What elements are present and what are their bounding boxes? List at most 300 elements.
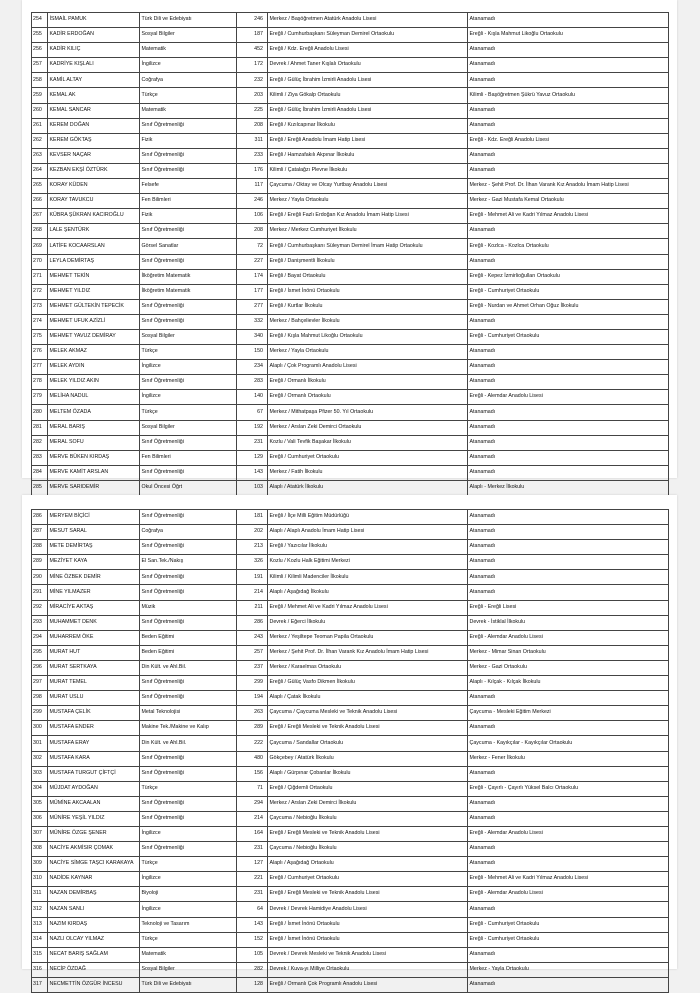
table-row <box>32 13 669 28</box>
branch-cell: Sınıf Öğretmenliği <box>140 615 237 630</box>
row-number-cell: 281 <box>32 420 48 435</box>
table-row <box>32 465 669 480</box>
assigned-school-cell: Ereğli - Cumhuriyet Ortaokulu <box>468 329 669 344</box>
table-row <box>32 28 669 43</box>
table-row <box>32 585 669 600</box>
current-school-cell: Ereğli / Cumhuriyet Ortaokulu <box>268 450 468 465</box>
table-row <box>32 887 669 902</box>
assignment-table-1 <box>31 12 669 496</box>
table-row <box>32 284 669 299</box>
assigned-school-cell: Merkez - Yayla Ortaokulu <box>468 962 669 977</box>
assigned-school-cell: Atanamadı <box>468 766 669 781</box>
row-number-cell: 270 <box>32 254 48 269</box>
teacher-name-cell: KEZBAN EKŞİ ÖZTÜRK <box>48 163 140 178</box>
table-row <box>32 751 669 766</box>
row-number-cell: 300 <box>32 721 48 736</box>
branch-cell: Görsel Sanatlar <box>140 239 237 254</box>
teacher-name-cell: MERVE KAMİT ARSLAN <box>48 465 140 480</box>
assigned-school-cell: Atanamadı <box>468 842 669 857</box>
row-number-cell: 291 <box>32 585 48 600</box>
current-school-cell: Ereğli / Danişmentli İlkokulu <box>268 254 468 269</box>
score-cell: 232 <box>237 73 268 88</box>
table-row <box>32 736 669 751</box>
teacher-name-cell: MİRACİYE AKTAŞ <box>48 600 140 615</box>
assigned-school-cell: Atanamadı <box>468 405 669 420</box>
teacher-name-cell: MÜNİRE ÖZGE ŞENER <box>48 826 140 841</box>
score-cell: 231 <box>237 435 268 450</box>
row-number-cell: 254 <box>32 13 48 28</box>
assigned-school-cell: Atanamadı <box>468 360 669 375</box>
row-number-cell: 268 <box>32 224 48 239</box>
branch-cell: Sosyal Bilgiler <box>140 962 237 977</box>
current-school-cell: Ereğli / Kışla Mahmut Likoğlu Ortaokulu <box>268 329 468 344</box>
score-cell: 176 <box>237 163 268 178</box>
current-school-cell: Ereğli / Gülüç İbrahim İzmirli Anadolu Lisesi <box>268 73 468 88</box>
branch-cell: İngilizce <box>140 902 237 917</box>
branch-cell: Sınıf Öğretmenliği <box>140 766 237 781</box>
teacher-name-cell: MERAL BARIŞ <box>48 420 140 435</box>
score-cell: 143 <box>237 917 268 932</box>
table-row <box>32 645 669 660</box>
branch-cell: Fizik <box>140 133 237 148</box>
branch-cell: Sınıf Öğretmenliği <box>140 585 237 600</box>
row-number-cell: 280 <box>32 405 48 420</box>
score-cell: 128 <box>237 977 268 992</box>
row-number-cell: 308 <box>32 842 48 857</box>
current-school-cell: Alaplı / Aşağıdağ Ortaokulu <box>268 857 468 872</box>
branch-cell: Sınıf Öğretmenliği <box>140 796 237 811</box>
assigned-school-cell: Ereğli - Kepez İzmirlioğulları Ortaokulu <box>468 269 669 284</box>
current-school-cell: Ereğli / Ormanlı Çok Programlı Anadolu Lisesi <box>268 977 468 992</box>
score-cell: 191 <box>237 570 268 585</box>
current-school-cell: Kilimli / Çatalağzı Plevne İlkokulu <box>268 163 468 178</box>
row-number-cell: 304 <box>32 781 48 796</box>
row-number-cell: 276 <box>32 345 48 360</box>
current-school-cell: Devrek / Eğerci İlkokulu <box>268 615 468 630</box>
score-cell: 221 <box>237 872 268 887</box>
table-row <box>32 345 669 360</box>
assigned-school-cell: Atanamadı <box>468 977 669 992</box>
teacher-name-cell: MUSTAFA KARA <box>48 751 140 766</box>
current-school-cell: Merkez / Başöğretmen Atatürk Anadolu Lisesi <box>268 13 468 28</box>
row-number-cell: 283 <box>32 450 48 465</box>
assigned-school-cell: Atanamadı <box>468 148 669 163</box>
score-cell: 311 <box>237 133 268 148</box>
score-cell: 233 <box>237 148 268 163</box>
branch-cell: İngilizce <box>140 826 237 841</box>
assigned-school-cell: Ereğli - Çayırlı - Çayırlı Yüksel Balcı Ortaokulu <box>468 781 669 796</box>
row-number-cell: 271 <box>32 269 48 284</box>
current-school-cell: Merkez / Şehit Prof. Dr. İlhan Varank Kız Anadolu İmam Hatip Lisesi <box>268 645 468 660</box>
table-row <box>32 902 669 917</box>
assigned-school-cell: Çaycuma - Mesleki Eğitim Merkezi <box>468 706 669 721</box>
table-row <box>32 239 669 254</box>
teacher-name-cell: NAZIM KIRDAŞ <box>48 917 140 932</box>
assigned-school-cell: Merkez - Gazi Mustafa Kemal Ortaokulu <box>468 194 669 209</box>
teacher-name-cell: MURAT HUT <box>48 645 140 660</box>
score-cell: 340 <box>237 329 268 344</box>
teacher-name-cell: NACİYE AKMİSIR ÇOMAK <box>48 842 140 857</box>
score-cell: 140 <box>237 390 268 405</box>
score-cell: 208 <box>237 118 268 133</box>
current-school-cell: Merkez / Mithatpaşa Pfizer 50. Yıl Ortaokulu <box>268 405 468 420</box>
assigned-school-cell: Atanamadı <box>468 585 669 600</box>
current-school-cell: Ereğli / Kurtlar İlkokulu <box>268 299 468 314</box>
score-cell: 283 <box>237 375 268 390</box>
current-school-cell: Merkez / Bahçelievler İlkokulu <box>268 314 468 329</box>
table-row <box>32 525 669 540</box>
table-row <box>32 88 669 103</box>
teacher-name-cell: NECİP ÖZDAĞ <box>48 962 140 977</box>
current-school-cell: Alaplı / Atatürk İlkokulu <box>268 480 468 495</box>
current-school-cell: Merkez / Yayla Ortaokulu <box>268 345 468 360</box>
score-cell: 246 <box>237 194 268 209</box>
table-row <box>32 857 669 872</box>
assigned-school-cell: Alaplı - Kılçak - Kılçak İlkokulu <box>468 676 669 691</box>
row-number-cell: 262 <box>32 133 48 148</box>
score-cell: 202 <box>237 525 268 540</box>
teacher-name-cell: MESUT SARAL <box>48 525 140 540</box>
row-number-cell: 284 <box>32 465 48 480</box>
teacher-name-cell: NECMETTİN ÖZGÜR İNCESU <box>48 977 140 992</box>
assigned-school-cell: Devrek - İstiklal İlkokulu <box>468 615 669 630</box>
table-row <box>32 932 669 947</box>
teacher-name-cell: KÜBRA ŞÜKRAN KACIROĞLU <box>48 209 140 224</box>
score-cell: 192 <box>237 420 268 435</box>
teacher-name-cell: MUHAMMET DENK <box>48 615 140 630</box>
current-school-cell: Kilimli / Ziya Gökalp Ortaokulu <box>268 88 468 103</box>
row-number-cell: 278 <box>32 375 48 390</box>
assigned-school-cell: Atanamadı <box>468 58 669 73</box>
assigned-school-cell: Atanamadı <box>468 345 669 360</box>
table-row <box>32 299 669 314</box>
table-row <box>32 329 669 344</box>
branch-cell: Fizik <box>140 209 237 224</box>
assigned-school-cell: Atanamadı <box>468 420 669 435</box>
assigned-school-cell: Atanamadı <box>468 902 669 917</box>
teacher-name-cell: KADİR ERDOĞAN <box>48 28 140 43</box>
current-school-cell: Alaplı / Çok Programlı Anadolu Lisesi <box>268 360 468 375</box>
table-row <box>32 375 669 390</box>
current-school-cell: Ereğli / Gülüç İbrahim İzmirli Anadolu Lisesi <box>268 103 468 118</box>
row-number-cell: 288 <box>32 540 48 555</box>
current-school-cell: Ereğli / Hamzafakılı Akpınar İlkokulu <box>268 148 468 163</box>
current-school-cell: Ereğli / Gülüç Vasfo Dikmen İlkokulu <box>268 676 468 691</box>
assigned-school-cell: Ereğli - Alemdar Anadolu Lisesi <box>468 887 669 902</box>
teacher-name-cell: MELEK AKMAZ <box>48 345 140 360</box>
assigned-school-cell: Atanamadı <box>468 947 669 962</box>
table-row <box>32 73 669 88</box>
teacher-name-cell: NAZAN SANLI <box>48 902 140 917</box>
teacher-name-cell: MEHMET YAVUZ DEMİRAY <box>48 329 140 344</box>
branch-cell: Sosyal Bilgiler <box>140 28 237 43</box>
current-school-cell: Ereğli / Çiğdemli Ortaokulu <box>268 781 468 796</box>
score-cell: 103 <box>237 480 268 495</box>
row-number-cell: 299 <box>32 706 48 721</box>
assigned-school-cell: Atanamadı <box>468 555 669 570</box>
table-row <box>32 510 669 525</box>
row-number-cell: 311 <box>32 887 48 902</box>
table-row <box>32 148 669 163</box>
current-school-cell: Ereğli / Yazıcılar İlkokulu <box>268 540 468 555</box>
assigned-school-cell: Ereğli - Alemdar Anadolu Lisesi <box>468 630 669 645</box>
score-cell: 231 <box>237 842 268 857</box>
current-school-cell: Ereğli / Mehmet Ali ve Kadri Yılmaz Anadolu Lisesi <box>268 600 468 615</box>
score-cell: 231 <box>237 887 268 902</box>
score-cell: 177 <box>237 284 268 299</box>
row-number-cell: 269 <box>32 239 48 254</box>
current-school-cell: Merkez / Fatih İlkokulu <box>268 465 468 480</box>
row-number-cell: 266 <box>32 194 48 209</box>
teacher-name-cell: KEMAL AK <box>48 88 140 103</box>
table-row <box>32 314 669 329</box>
table-row <box>32 811 669 826</box>
row-number-cell: 303 <box>32 766 48 781</box>
score-cell: 203 <box>237 88 268 103</box>
teacher-name-cell: MUSTAFA ENDER <box>48 721 140 736</box>
branch-cell: Din Kült. ve Ahl.Bil. <box>140 736 237 751</box>
table-row <box>32 43 669 58</box>
score-cell: 243 <box>237 630 268 645</box>
branch-cell: Türkçe <box>140 857 237 872</box>
table-row <box>32 917 669 932</box>
current-school-cell: Ereğli / Ormanlı Ortaokulu <box>268 390 468 405</box>
branch-cell: Sosyal Bilgiler <box>140 329 237 344</box>
score-cell: 164 <box>237 826 268 841</box>
assigned-school-cell: Atanamadı <box>468 691 669 706</box>
score-cell: 156 <box>237 766 268 781</box>
assigned-school-cell: Atanamadı <box>468 103 669 118</box>
row-number-cell: 298 <box>32 691 48 706</box>
branch-cell: Türk Dili ve Edebiyatı <box>140 977 237 992</box>
branch-cell: Sınıf Öğretmenliği <box>140 299 237 314</box>
current-school-cell: Ereğli / Ereğli Fazlı Erdoğan Kız Anadolu İmam Hatip Lisesi <box>268 209 468 224</box>
table-row <box>32 842 669 857</box>
row-number-cell: 301 <box>32 736 48 751</box>
row-number-cell: 295 <box>32 645 48 660</box>
score-cell: 294 <box>237 796 268 811</box>
branch-cell: Sınıf Öğretmenliği <box>140 148 237 163</box>
teacher-name-cell: MELEK YILDIZ AKIN <box>48 375 140 390</box>
teacher-name-cell: MUHARREM ÖKE <box>48 630 140 645</box>
current-school-cell: Merkez / Karaelmas Ortaokulu <box>268 660 468 675</box>
assigned-school-cell: Ereğli - Ereğli Lisesi <box>468 600 669 615</box>
score-cell: 214 <box>237 585 268 600</box>
current-school-cell: Devrek / Devrek Hamidiye Anadolu Lisesi <box>268 902 468 917</box>
current-school-cell: Devrek / Kuva-yı Milliye Ortaokulu <box>268 962 468 977</box>
row-number-cell: 272 <box>32 284 48 299</box>
current-school-cell: Ereğli / İsmet İnönü Ortaokulu <box>268 917 468 932</box>
current-school-cell: Ereğli / Kdz. Ereğli Anadolu Lisesi <box>268 43 468 58</box>
table-row <box>32 691 669 706</box>
table-row <box>32 660 669 675</box>
table-row <box>32 118 669 133</box>
current-school-cell: Merkez / Arslan Zeki Demirci İlkokulu <box>268 796 468 811</box>
row-number-cell: 286 <box>32 510 48 525</box>
score-cell: 299 <box>237 676 268 691</box>
score-cell: 282 <box>237 962 268 977</box>
score-cell: 127 <box>237 857 268 872</box>
score-cell: 263 <box>237 706 268 721</box>
assigned-school-cell: Atanamadı <box>468 796 669 811</box>
current-school-cell: Alaplı / Aşağıdağ İlkokulu <box>268 585 468 600</box>
score-cell: 222 <box>237 736 268 751</box>
current-school-cell: Çaycuma / Oktay ve Olcay Yurtbay Anadolu Lisesi <box>268 179 468 194</box>
branch-cell: Türkçe <box>140 345 237 360</box>
table-row <box>32 58 669 73</box>
assigned-school-cell: Atanamadı <box>468 465 669 480</box>
row-number-cell: 315 <box>32 947 48 962</box>
score-cell: 452 <box>237 43 268 58</box>
score-cell: 480 <box>237 751 268 766</box>
score-cell: 194 <box>237 691 268 706</box>
teacher-name-cell: NAZLI OLCAY YILMAZ <box>48 932 140 947</box>
table-row <box>32 179 669 194</box>
score-cell: 187 <box>237 28 268 43</box>
row-number-cell: 313 <box>32 917 48 932</box>
assigned-school-cell: Ereğli - Alemdar Anadolu Lisesi <box>468 390 669 405</box>
branch-cell: Sınıf Öğretmenliği <box>140 314 237 329</box>
assignment-table-2 <box>31 509 669 993</box>
row-number-cell: 289 <box>32 555 48 570</box>
assigned-school-cell: Ereğli - Kozlca - Kozlca Ortaokulu <box>468 239 669 254</box>
table-row <box>32 947 669 962</box>
score-cell: 129 <box>237 450 268 465</box>
branch-cell: Sınıf Öğretmenliği <box>140 224 237 239</box>
table-row <box>32 615 669 630</box>
row-number-cell: 287 <box>32 525 48 540</box>
branch-cell: Biyoloji <box>140 887 237 902</box>
table-row <box>32 360 669 375</box>
branch-cell: Fen Bilimleri <box>140 194 237 209</box>
teacher-name-cell: NADİDE KAYNAR <box>48 872 140 887</box>
assigned-school-cell: Atanamadı <box>468 43 669 58</box>
branch-cell: Türkçe <box>140 88 237 103</box>
teacher-name-cell: KEMAL SANCAR <box>48 103 140 118</box>
table-row <box>32 254 669 269</box>
table-row <box>32 570 669 585</box>
branch-cell: Sınıf Öğretmenliği <box>140 118 237 133</box>
table-row <box>32 706 669 721</box>
score-cell: 105 <box>237 947 268 962</box>
teacher-name-cell: MÜJDAT AYDOĞAN <box>48 781 140 796</box>
teacher-name-cell: MÜMİNE AKCAALAN <box>48 796 140 811</box>
assigned-school-cell: Atanamadı <box>468 254 669 269</box>
assigned-school-cell: Ereğli - Kdz. Ereğli Anadolu Lisesi <box>468 133 669 148</box>
table-row <box>32 194 669 209</box>
table-row <box>32 826 669 841</box>
branch-cell: Sınıf Öğretmenliği <box>140 254 237 269</box>
teacher-name-cell: MİNE ÖZBEK DEMİR <box>48 570 140 585</box>
teacher-name-cell: MEZİYET KAYA <box>48 555 140 570</box>
table-row <box>32 209 669 224</box>
teacher-name-cell: MUSTAFA TURGUT ÇİFTÇİ <box>48 766 140 781</box>
row-number-cell: 279 <box>32 390 48 405</box>
row-number-cell: 290 <box>32 570 48 585</box>
row-number-cell: 258 <box>32 73 48 88</box>
teacher-name-cell: MELİHA NADUL <box>48 390 140 405</box>
current-school-cell: Ereğli / Cumhurbaşkanı Süleyman Demirel Ortaokulu <box>268 28 468 43</box>
current-school-cell: Kozlu / Kozlu Halk Eğitimi Merkezi <box>268 555 468 570</box>
current-school-cell: Merkez / Yeşiltepe Teoman Papila Ortaokulu <box>268 630 468 645</box>
current-school-cell: Ereğli / İsmet İnönü Ortaokulu <box>268 932 468 947</box>
score-cell: 237 <box>237 660 268 675</box>
branch-cell: Türk Dili ve Edebiyatı <box>140 13 237 28</box>
table-row <box>32 600 669 615</box>
teacher-name-cell: METE DEMİRTAŞ <box>48 540 140 555</box>
table-row <box>32 630 669 645</box>
branch-cell: Sınıf Öğretmenliği <box>140 435 237 450</box>
table-row <box>32 977 669 992</box>
assigned-school-cell: Ereğli - Nurdan ve Ahmet Orhan Oğuz İlkokulu <box>468 299 669 314</box>
score-cell: 172 <box>237 58 268 73</box>
row-number-cell: 314 <box>32 932 48 947</box>
score-cell: 332 <box>237 314 268 329</box>
teacher-name-cell: KEREM DOĞAN <box>48 118 140 133</box>
branch-cell: Türkçe <box>140 405 237 420</box>
branch-cell: Müzik <box>140 600 237 615</box>
teacher-name-cell: KADRİYE KIŞLALI <box>48 58 140 73</box>
row-number-cell: 292 <box>32 600 48 615</box>
score-cell: 106 <box>237 209 268 224</box>
current-school-cell: Merkez / Merkez Cumhuriyet İlkokulu <box>268 224 468 239</box>
table-row <box>32 676 669 691</box>
score-cell: 246 <box>237 13 268 28</box>
teacher-name-cell: MUSTAFA ERAY <box>48 736 140 751</box>
assigned-school-cell: Çaycuma - Kayıkçılar - Kayıkçılar Ortaokulu <box>468 736 669 751</box>
row-number-cell: 264 <box>32 163 48 178</box>
row-number-cell: 261 <box>32 118 48 133</box>
current-school-cell: Kozlu / Vali Tevfik Başakar İlkokulu <box>268 435 468 450</box>
row-number-cell: 267 <box>32 209 48 224</box>
row-number-cell: 293 <box>32 615 48 630</box>
table-row <box>32 450 669 465</box>
table-row <box>32 224 669 239</box>
current-school-cell: Kilimli / Kilimli Madenciler İlkokulu <box>268 570 468 585</box>
branch-cell: İngilizce <box>140 58 237 73</box>
teacher-name-cell: NACİYE SİMGE TAŞCI KARAKAYA <box>48 857 140 872</box>
branch-cell: İngilizce <box>140 390 237 405</box>
teacher-name-cell: MEHMET TEKİN <box>48 269 140 284</box>
page-sheet-1 <box>22 0 677 491</box>
table-row <box>32 796 669 811</box>
teacher-name-cell: MEHMET YILDIZ <box>48 284 140 299</box>
assigned-school-cell: Atanamadı <box>468 13 669 28</box>
teacher-name-cell: LALE ŞENTÜRK <box>48 224 140 239</box>
score-cell: 67 <box>237 405 268 420</box>
row-number-cell: 273 <box>32 299 48 314</box>
branch-cell: Sosyal Bilgiler <box>140 420 237 435</box>
assigned-school-cell: Ereğli - Cumhuriyet Ortaokulu <box>468 932 669 947</box>
assigned-school-cell: Atanamadı <box>468 73 669 88</box>
branch-cell: Beden Eğitimi <box>140 630 237 645</box>
branch-cell: Sınıf Öğretmenliği <box>140 811 237 826</box>
current-school-cell: Alaplı / Alaplı Anadolu İmam Hatip Lisesi <box>268 525 468 540</box>
row-number-cell: 285 <box>32 480 48 495</box>
assigned-school-cell: Atanamadı <box>468 721 669 736</box>
row-number-cell: 302 <box>32 751 48 766</box>
current-school-cell: Ereğli / Cumhurbaşkanı Süleyman Demirel İmam Hatip Ortaokulu <box>268 239 468 254</box>
assigned-school-cell: Atanamadı <box>468 375 669 390</box>
branch-cell: Okul Öncesi Öğrt <box>140 480 237 495</box>
current-school-cell: Çaycuma / Sandallar Ortaokulu <box>268 736 468 751</box>
row-number-cell: 255 <box>32 28 48 43</box>
assigned-school-cell: Kilimli - Başöğretmen Şükrü Yavuz Ortaokulu <box>468 88 669 103</box>
assigned-school-cell: Atanamadı <box>468 811 669 826</box>
teacher-name-cell: İSMAİL PAMUK <box>48 13 140 28</box>
branch-cell: İlköğretim Matematik <box>140 269 237 284</box>
table-row <box>32 766 669 781</box>
